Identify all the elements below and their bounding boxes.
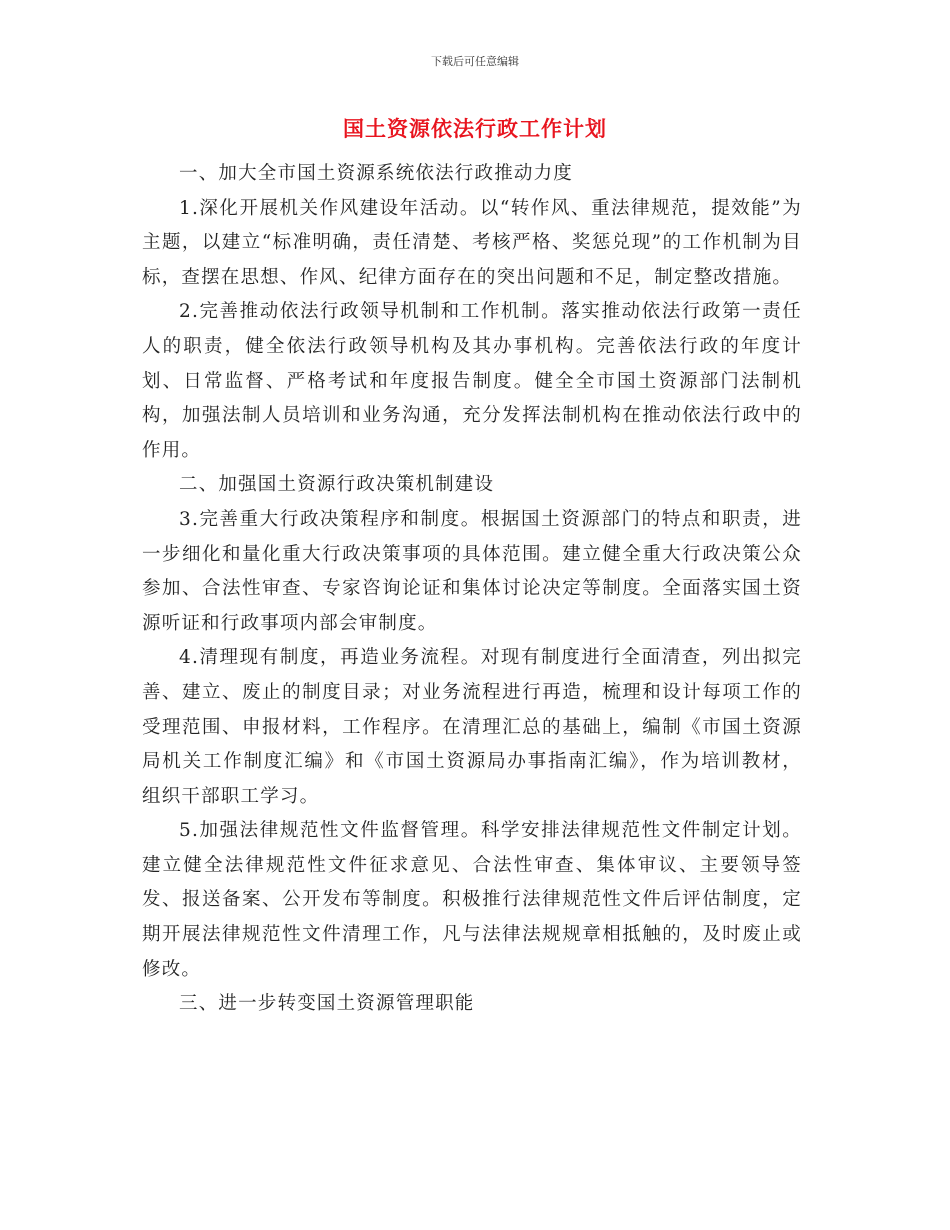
page-header-note: 下载后可任意编辑 [431,55,519,68]
paragraph-item-3: 3.完善重大行政决策程序和制度。根据国土资源部门的特点和职责，进一步细化和量化重大行政决策事项的具体范围。建立健全重大行政决策公众参加、合法性审查、专家咨询论证和集体讨论决定等制度。全面落实国土资源听证和行政事项内部会审制度。 [142,508,802,634]
paragraph-item-1: 1.深化开展机关作风建设年活动。以“转作风、重法律规范，提效能”为主题，以建立“标准明确，责任清楚、考核严格、奖惩兑现”的工作机制为目标，查摆在思想、作风、纪律方面存在的突出问题和不足，制定整改措施。 [142,197,802,288]
document-body [142,157,802,1022]
section-heading-2: 二、加强国土资源行政决策机制建设 [179,474,495,496]
paragraph-item-4: 4.清理现有制度，再造业务流程。对现有制度进行全面清查，列出拟完善、建立、废止的制度目录；对业务流程进行再造，梳理和设计每项工作的受理范围、申报材料，工作程序。在清理汇总的基础上，编制《市国土资源局机关工作制度汇编》和《市国土资源局办事指南汇编》，作为培训教材，组织干部职工学习。 [142,647,802,807]
section-heading-1: 一、加大全市国土资源系统依法行政推动力度 [179,163,574,184]
paragraph-item-5: 5.加强法律规范性文件监督管理。科学安排法律规范性文件制定计划。建立健全法律规范性文件征求意见、合法性审查、集体审议、主要领导签发、报送备案、公开发布等制度。积极推行法律规范性文件后评估制度，定期开展法律规范性文件清理工作，凡与法律法规规章相抵触的，及时废止或修改。 [142,820,802,980]
document-title: 国土资源依法行政工作计划 [343,116,607,141]
paragraph-item-2: 2.完善推动依法行政领导机制和工作机制。落实推动依法行政第一责任人的职责，健全依法行政领导机构及其办事机构。完善依法行政的年度计划、日常监督、严格考试和年度报告制度。健全全市国土资源部门法制机构，加强法制人员培训和业务沟通，充分发挥法制机构在推动依法行政中的作用。 [142,301,802,461]
section-heading-3: 三、进一步转变国土资源管理职能 [179,993,475,1015]
